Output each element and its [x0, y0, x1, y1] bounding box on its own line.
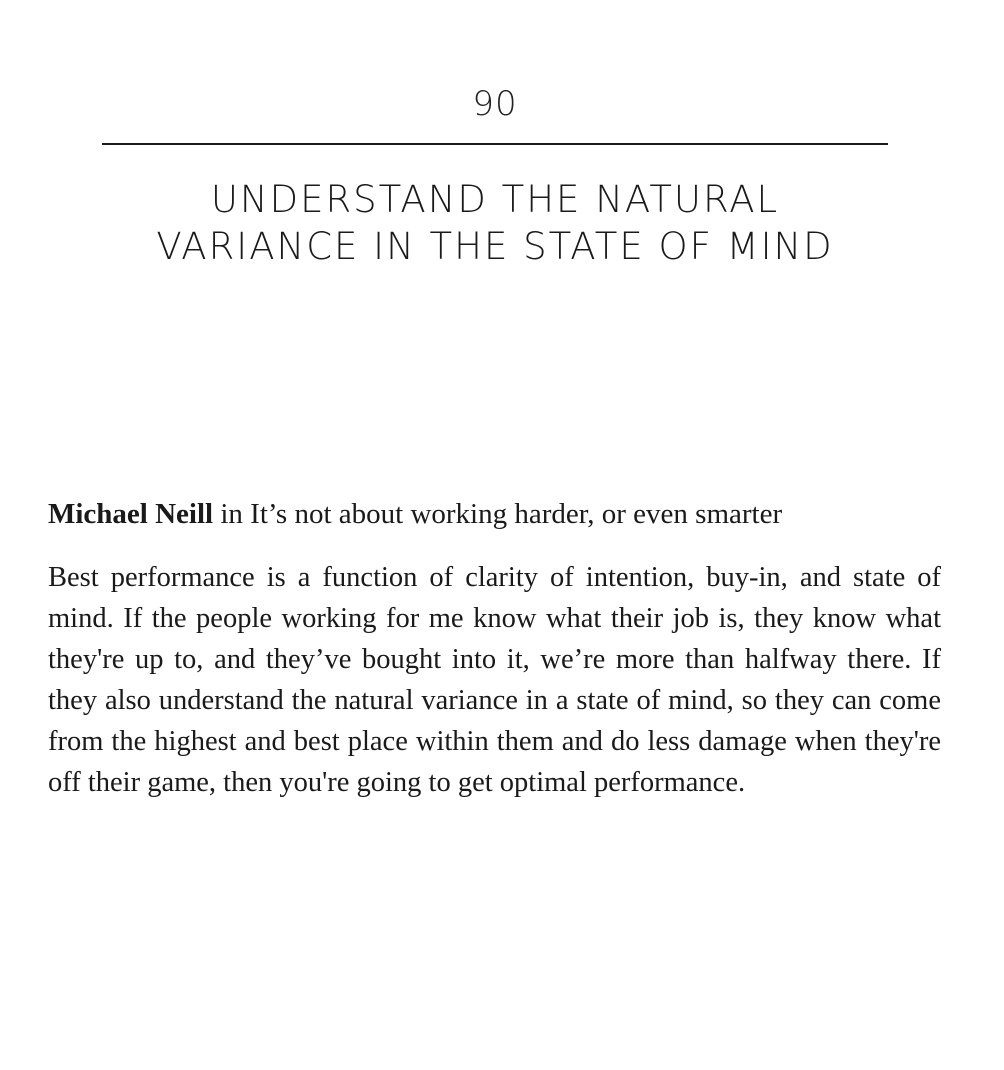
quote-attribution	[48, 494, 948, 534]
chapter-title	[60, 176, 930, 270]
chapter-title-line-2: VARIANCE IN THE STATE OF MIND	[156, 225, 834, 268]
source-connector: in	[213, 498, 251, 530]
quote-body: Best performance is a function of clarity of intention, buy-in, and state of mind. If the people working for me know what their job is, they know what they're up to, and they’ve bought into it, we’re more than halfway there. If they also understand the natural variance in a state of mind, so they can come from the highest and best place within them and do less damage when they're off their game, then you're going to get optimal performance.	[48, 562, 941, 798]
quote-source: It’s not about working harder, or even smarter	[250, 498, 783, 530]
quote-author: Michael Neill	[48, 498, 214, 530]
header-divider	[102, 143, 888, 145]
chapter-title-line-1: UNDERSTAND THE NATURAL	[210, 178, 780, 221]
page-number: 90	[472, 84, 518, 124]
